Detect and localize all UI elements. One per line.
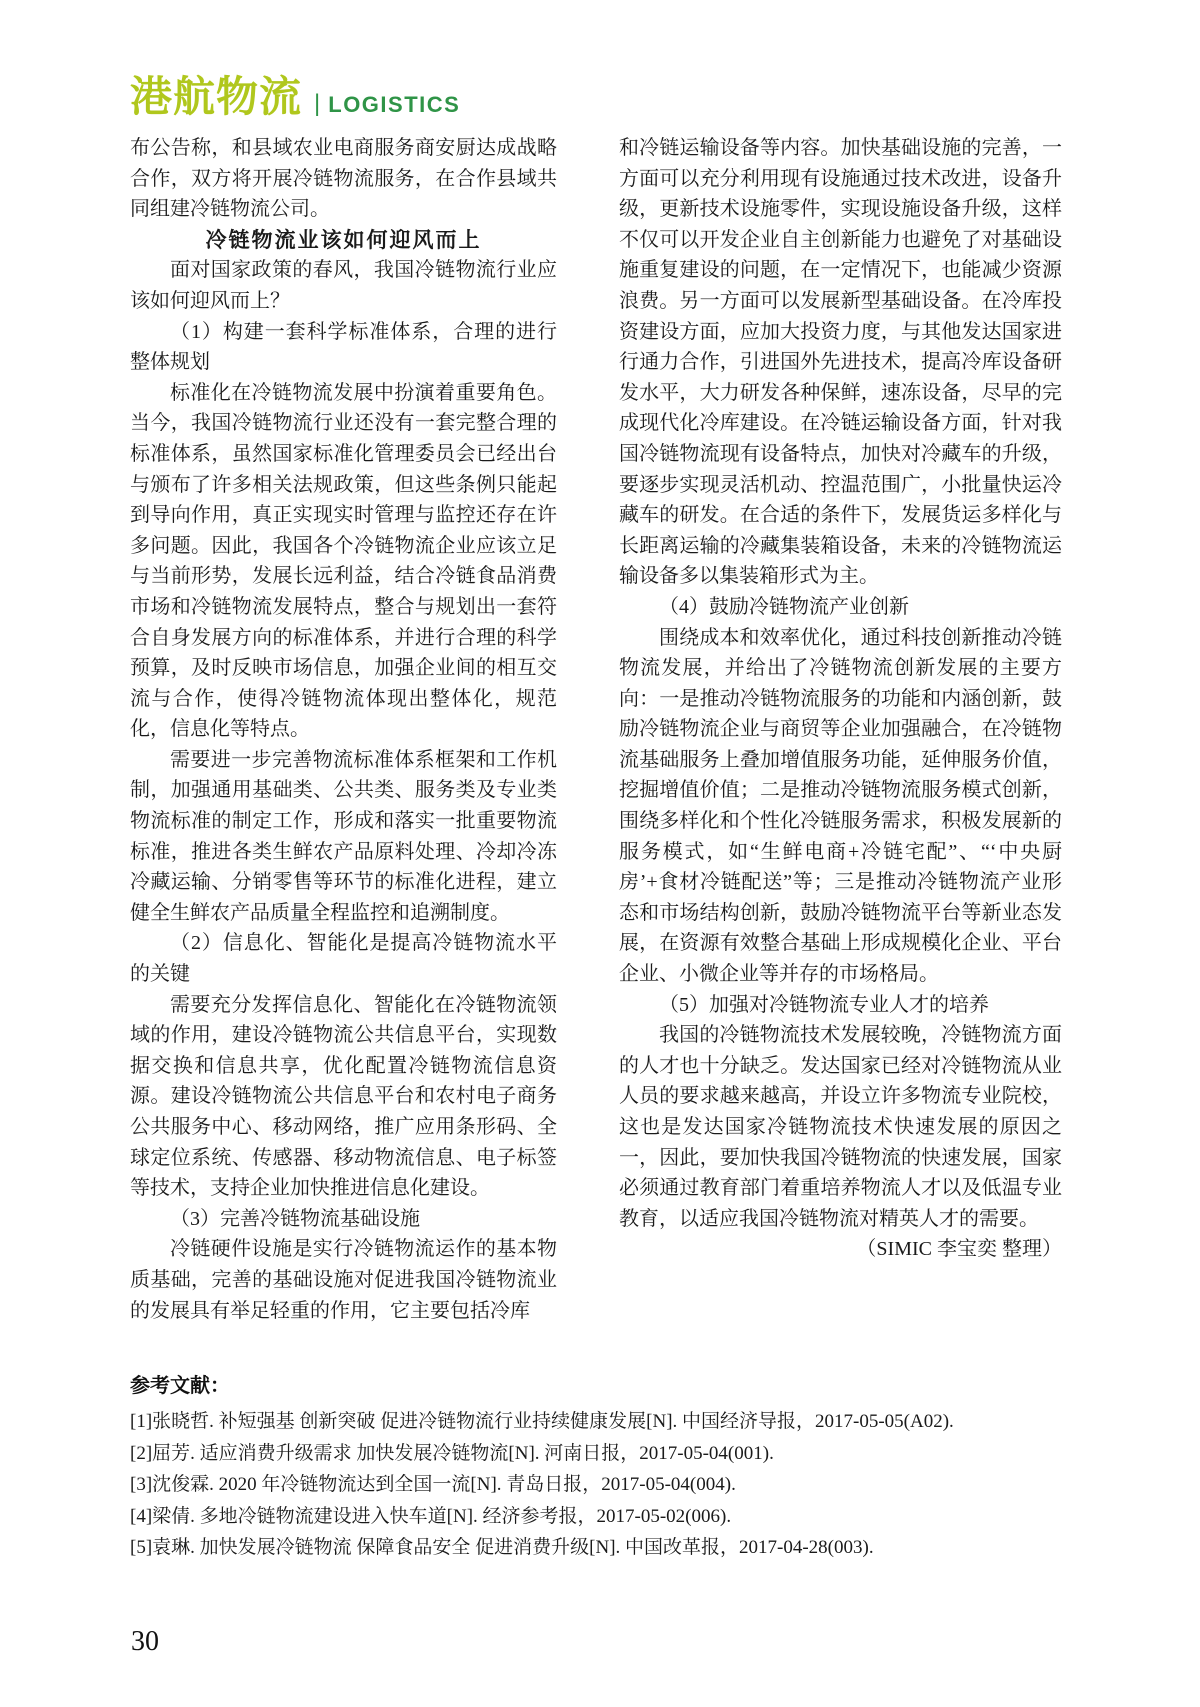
page-number: 30 bbox=[131, 1626, 159, 1657]
section-label: LOGISTICS bbox=[328, 92, 461, 117]
article-paragraph: 布公告称，和县域农业电商服务商安厨达成战略合作，双方将开展冷链物流服务，在合作县域共同组建冷链物流公司。 bbox=[130, 137, 557, 221]
reference-item: [2]屈芳. 适应消费升级需求 加快发展冷链物流[N]. 河南日报，2017-05-04(001). bbox=[130, 1442, 774, 1464]
article-paragraph: 标准化在冷链物流发展中扮演着重要角色。当今，我国冷链物流行业还没有一套完整合理的标准体系，虽然国家标准化管理委员会已经出台与颁布了许多相关法规政策，但这些条例只能起到导向作用，真正实现实时管理与监控还存在许多问题。因此，我国各个冷链物流企业应该立足与当前形势，发展长远利益，结合冷链食品消费市场和冷链物流发展特点，整合与规划出一套符合自身发展方向的标准体系，并进行合理的科学预算，及时反映市场信息，加强企业间的相互交流与合作，使得冷链物流体现出整体化，规范化，信息化等特点。 bbox=[130, 381, 557, 741]
references-title: 参考文献： bbox=[130, 1375, 230, 1397]
brand-separator: | bbox=[314, 90, 321, 117]
left-column bbox=[130, 133, 557, 1326]
reference-item: [1]张晓哲. 补短强基 创新突破 促进冷链物流行业持续健康发展[N]. 中国经济导报，2017-05-05(A02). bbox=[130, 1411, 954, 1432]
article-subpoint-heading: （2）信息化、智能化是提高冷链物流水平的关键 bbox=[130, 932, 557, 986]
article-subpoint-heading: （4）鼓励冷链物流产业创新 bbox=[659, 595, 909, 618]
article-paragraph: 面对国家政策的春风，我国冷链物流行业应该如何迎风而上？ bbox=[130, 259, 557, 312]
article-paragraph: 需要进一步完善物流标准体系框架和工作机制，加强通用基础类、公共类、服务类及专业类物流标准的制定工作，形成和落实一批重要物流标准，推进各类生鲜农产品原料处理、冷却冷冻冷藏运输、分销零售等环节的标准化进程，建立健全生鲜农产品质量全程监控和追溯制度。 bbox=[130, 748, 557, 924]
article-subpoint-heading: （1）构建一套科学标准体系，合理的进行整体规划 bbox=[130, 320, 557, 374]
article-subpoint-heading: （3）完善冷链物流基础设施 bbox=[170, 1207, 420, 1230]
section-header bbox=[130, 73, 461, 120]
right-column bbox=[619, 133, 1062, 1326]
article-paragraph: 需要充分发挥信息化、智能化在冷链物流领域的作用，建设冷链物流公共信息平台，实现数据交换和信息共享，优化配置冷链物流信息资源。建设冷链物流公共信息平台和农村电子商务公共服务中心、移动网络，推广应用条形码、全球定位系统、传感器、移动物流信息、电子标签等技术，支持企业加快推进信息化建设。 bbox=[130, 993, 557, 1200]
brand-title: 港航物流 bbox=[130, 73, 303, 120]
reference-item: [3]沈俊霖. 2020 年冷链物流达到全国一流[N]. 青岛日报，2017-05-04(004). bbox=[130, 1474, 736, 1496]
references-section bbox=[130, 1372, 1115, 1564]
article-attribution: （SIMIC 李宝奕 整理） bbox=[856, 1238, 1062, 1261]
article-body bbox=[130, 133, 1062, 1326]
reference-item: [4]梁倩. 多地冷链物流建设进入快车道[N]. 经济参考报，2017-05-02(006). bbox=[130, 1505, 732, 1527]
article-subpoint-heading: （5）加强对冷链物流专业人才的培养 bbox=[659, 993, 989, 1016]
article-paragraph: 我国的冷链物流技术发展较晚，冷链物流方面的人才也十分缺乏。发达国家已经对冷链物流从业人员的要求越来越高，并设立许多物流专业院校，这也是发达国家冷链物流技术快速发展的原因之一，因此，要加快我国冷链物流的快速发展，国家必须通过教育部门着重培养物流人才以及低温专业教育，以适应我国冷链物流对精英人才的需要。 bbox=[619, 1024, 1062, 1230]
article-paragraph: 围绕成本和效率优化，通过科技创新推动冷链物流发展，并给出了冷链物流创新发展的主要方向：一是推动冷链物流服务的功能和内涵创新，鼓励冷链物流企业与商贸等企业加强融合，在冷链物流基础服务上叠加增值服务功能，延伸服务价值，挖掘增值价值；二是推动冷链物流服务模式创新，围绕多样化和个性化冷链服务需求，积极发展新的服务模式，如“生鲜电商+冷链宅配”、“‘中央厨房’+食材冷链配送”等；三是推动冷链物流产业形态和市场结构创新，鼓励冷链物流平台等新业态发展，在资源有效整合基础上形成规模化企业、平台企业、小微企业等并存的市场格局。 bbox=[619, 626, 1062, 986]
article-paragraph: 冷链硬件设施是实行冷链物流运作的基本物质基础，完善的基础设施对促进我国冷链物流业的发展具有举足轻重的作用，它主要包括冷库 bbox=[130, 1238, 557, 1322]
article-paragraph: 和冷链运输设备等内容。加快基础设施的完善，一方面可以充分利用现有设施通过技术改进，设备升级，更新技术设施零件，实现设施设备升级，这样不仅可以开发企业自主创新能力也避免了对基础设施重复建设的问题，在一定情况下，也能减少资源浪费。另一方面可以发展新型基础设备。在冷库投资建设方面，应加大投资力度，与其他发达国家进行通力合作，引进国外先进技术，提高冷库设备研发水平，大力研发各种保鲜，速冻设备，尽早的完成现代化冷库建设。在冷链运输设备方面，针对我国冷链物流现有设备特点，加快对冷藏车的升级，要逐步实现灵活机动、控温范围广，小批量快运冷藏车的研发。在合适的条件下，发展货运多样化与长距离运输的冷藏集装箱设备，未来的冷链物流运输设备多以集装箱形式为主。 bbox=[619, 137, 1062, 588]
article-section-heading: 冷链物流业该如何迎风而上 bbox=[205, 227, 482, 252]
reference-item: [5]袁琳. 加快发展冷链物流 保障食品安全 促进消费升级[N]. 中国改革报，2017-04-28(003). bbox=[130, 1537, 874, 1559]
